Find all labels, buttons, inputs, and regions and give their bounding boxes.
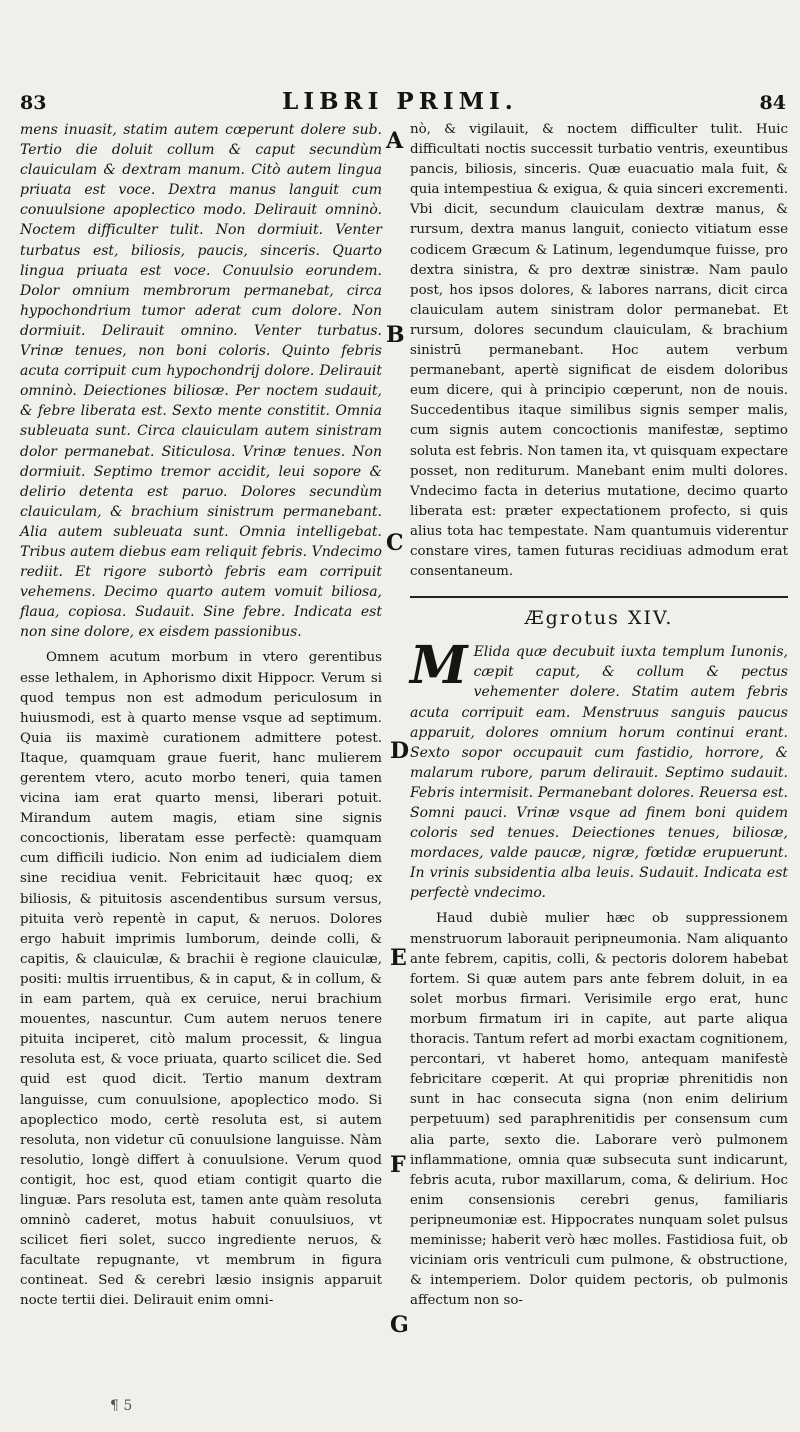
case-xiv-text: [410, 635, 788, 903]
right-page-number: 84: [759, 92, 786, 114]
margin-marker-c: C: [386, 530, 404, 556]
commentary-right-bottom: Haud dubiè mulier hæc ob suppressionem menstruorum laborauit peripneumonia. Nam aliquanto ante febrem, capitis, colli, & pectoris dolorem habebat fortem. Si quæ autem pars ante febrem doluit, in ea solet morbus firmari. Verisimile ergo erat, hunc morbum firmatum iri in capite, aut parte aliqua thoracis. Tantum refert ad morbi exactam cognitionem, percontari, vt haberet homo, antequam manifestè febricitare cœperit. At qui propriæ phrenitidis non sunt in hac consecuta signa (non enim delirium perpetuum) sed paraphrenitidis per consensum cum alia parte, sexto die. Laborare verò pulmonem inflammatione, omnia quæ subsecuta sunt indicarunt, febris acuta, rubor maxillarum, coma, & delirium. Hoc enim consensionis cerebri genus, familiaris peripneumoniæ est. Hippocrates nunquam solet pulsus meminisse; haberit verò hæc molles. Fastidiosa fuit, ob viciniam oris ventriculi cum pulmone, & obstructione, & intemperiem. Dolor quidem pectoris, ob pulmonis affectum non so-: [410, 911, 788, 1309]
running-title: LIBRI PRIMI.: [282, 88, 518, 115]
bottom-mark: ¶ 5: [110, 1398, 133, 1414]
right-column: [410, 120, 788, 1317]
left-column: [20, 120, 382, 1318]
margin-marker-e: E: [390, 945, 407, 971]
margin-marker-a: A: [386, 128, 404, 154]
page-header: [0, 88, 800, 122]
section-rule: [410, 596, 788, 598]
drop-cap: M: [410, 635, 468, 697]
case-title: Ægrotus XIV.: [524, 607, 674, 630]
margin-marker-g: G: [390, 1312, 409, 1338]
commentary-right-top: nò, & vigilauit, & noctem difficulter tulit. Huic difficultati noctis successit turbatio ventris, exeuntibus pancis, biliosis, sinceris. Quæ euacuatio mala fuit, & quia intempestiua & exigua, & quia sinceri excrementi. Vbi dicit, secundum clauiculam dextræ manus, & rursum, dextra manus languit, coniecto vitiatum esse codicem Græcum & Latinum, legendumque fuisse, pro dextra sinistra, & pro dextræ sinistræ. Nam paulo post, hos ipsos dolores, & labores narrans, dicit circa clauiculam autem sinistram dolor permanebat. Et rursum, dolores secundum clauiculam, & brachium sinistrū permanebant. Hoc autem verbum permanebant, apertè significat de eisdem doloribus eum dicere, qui à principio cœperunt, non de nouis. Succedentibus itaque similibus signis semper malis, cum signis autem concoctionis manifestæ, septimo soluta est febris. Non tamen ita, vt quisquam expectare posset, non rediturum. Manebant enim multi dolores. Vndecimo facta in deterius mutatione, decimo quarto liberata est: præter expectationem profecto, si quis alius tota hac tempestate. Nam quantumuis viderentur constare vires, tamen futuras recidiuas admodum erat consentaneum.: [410, 122, 788, 580]
margin-marker-b: B: [386, 322, 405, 348]
margin-marker-f: F: [390, 1152, 406, 1178]
case-xiv-body: Elida quæ decubuit iuxta templum Iunonis, cæpit caput, & collum & pectus vehementer dolere. Statim autem febris acuta corripuit eam. Menstruus sanguis paucus apparuit, dolores omnium horum continui erant. Sexto sopor occupauit cum fastidio, horrore, & malarum rubore, parum delirauit. Septimo sudauit. Febris intermisit. Permanebant dolores. Reuersa est. Somni pauci. Vrinæ vsque ad finem boni quidem coloris sed tenues. Deiectiones tenues, biliosæ, mordaces, valde paucæ, nigræ, fœtidæ erupuerunt. In vrinis subsidentia alba leuis. Sudauit. Indicata est perfectè vndecimo.: [410, 644, 788, 902]
margin-marker-d: D: [390, 738, 410, 764]
left-page-number: 83: [20, 92, 47, 114]
commentary-left: Omnem acutum morbum in vtero gerentibus esse lethalem, in Aphorismo dixit Hippocr. Verum si quod tempus non est admodum periculosum in huiusmodi, est à quarto mense vsque ad septimum. Quia iis maximè curationem admittere potest. Itaque, quamquam graue fuerit, hanc mulierem gerentem vtero, acuto morbo teneri, quia tamen vicina iam erat quarto mensi, liberari potuit. Mirandum autem magis, etiam sine signis concoctionis, liberatam esse perfectè: quamquam cum difficili iudicio. Non enim ad iudicialem diem sine recidiua venit. Febricitauit hæc quoq; ex biliosis, & pituitosis ascendentibus sursum versus, pituita verò repentè in caput, & neruos. Dolores ergo habuit imprimis lumborum, deinde colli, & capitis, & clauiculæ, & brachii è regione clauiculæ, positi: multis irruentibus, & in caput, & in collum, & in eam partem, quà ex ceruice, nerui brachium mouentes, nascuntur. Cum autem neruos tenere pituita inciperet, citò malum processit, & lingua resoluta est, & voce priuata, quarto scilicet die. Sed quid est quod dicit. Tertio manum dextram languisse, cum conuulsione, apoplectico modo. Si apoplectico modo, certè resoluta est, si autem resoluta, non videtur cū conuulsione languisse. Nàm resolutio, longè differt à conuulsione. Verum quod contigit, hoc est, quod etiam contigit quarto die linguæ. Pars resoluta est, tamen ante quàm resoluta omninò caderet, motus habuit conuulsiuos, vt scilicet fieri solet, succo ingrediente neruos, & facultate repugnante, vt membrum in figura contineat. Sed & cerebri læsio insignis apparuit nocte tertii diei. Delirauit enim omni-: [20, 650, 382, 1309]
case-continuation: mens inuasit, statim autem cœperunt dolere sub. Tertio die doluit collum & caput secundùm clauiculam & dextram manum. Citò autem lingua priuata est voce. Dextra manus languit cum conuulsione apoplectico modo. Delirauit omninò. Noctem difficulter tulit. Non dormiuit. Venter turbatus est, biliosis, paucis, sinceris. Quarto lingua priuata est voce. Conuulsio eorundem. Dolor omnium membrorum permanebat, circa hypochondrium tumor aderat cum dolore. Non dormiuit. Delirauit omnino. Venter turbatus. Vrinæ tenues, non boni coloris. Quinto febris acuta corripuit cum hypochondrij dolore. Delirauit omninò. Deiectiones biliosæ. Per noctem sudauit, & febre liberata est. Sexto mente constitit. Omnia subleuata sunt. Circa clauiculam autem sinistram dolor permanebat. Siticulosa. Vrinæ tenues. Non dormiuit. Septimo tremor accidit, leui sopore & delirio detenta est paruo. Dolores secundùm clauiculam, & brachium sinistrum permanebant. Alia autem subleuata sunt. Omnia intelligebat. Tribus autem diebus eam reliquit febris. Vndecimo rediit. Et rigore subortò febris eam corripuit vehemens. Decimo quarto autem vomuit biliosa, flaua, copiosa. Sudauit. Sine febre. Indicata est non sine dolore, ex eisdem passionibus.: [20, 122, 382, 641]
